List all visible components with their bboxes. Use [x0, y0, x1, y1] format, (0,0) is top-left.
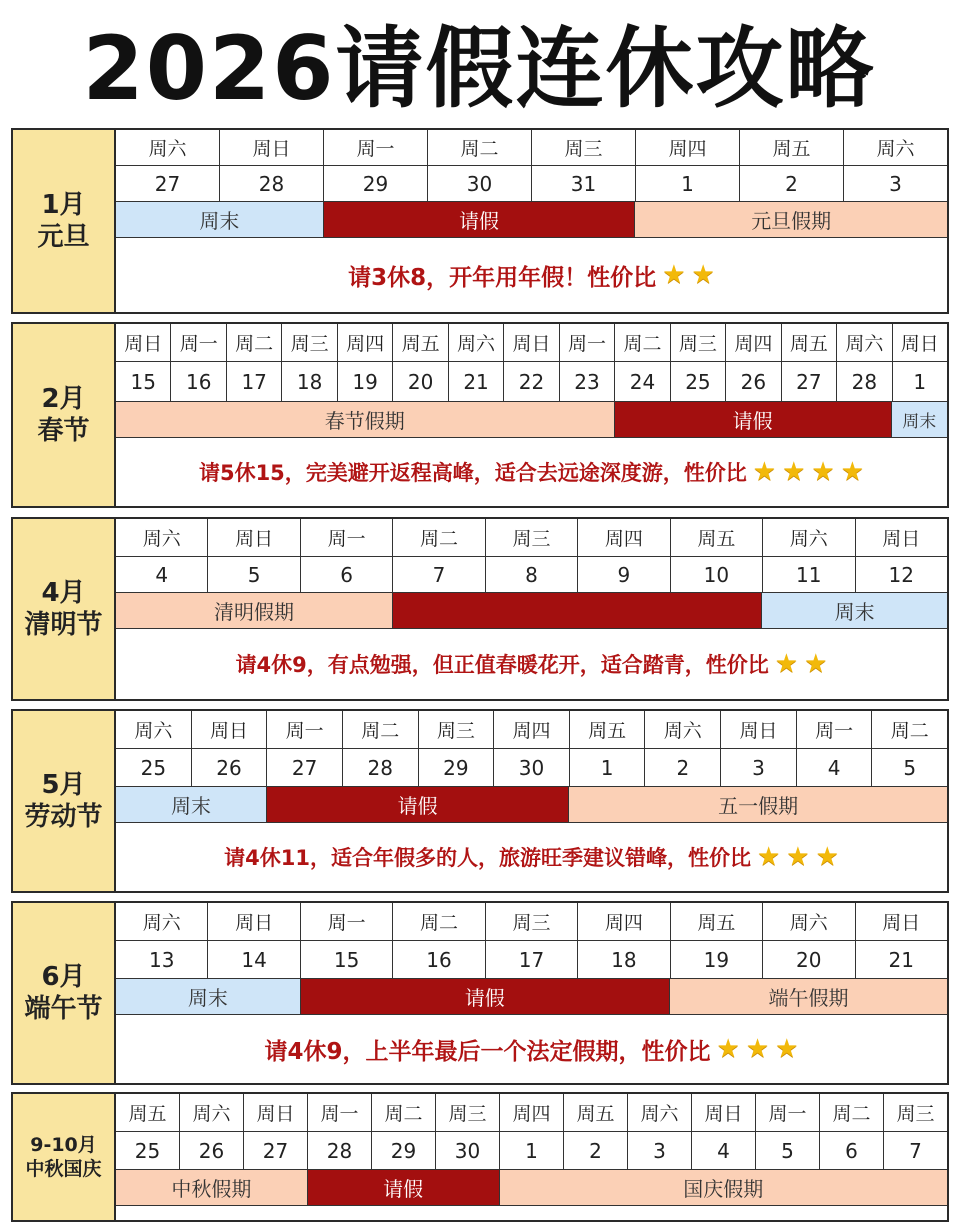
weekday-cell: 周六 [763, 519, 855, 556]
holiday-section [11, 322, 949, 508]
weekday-cell: 周五 [393, 324, 448, 361]
holiday-section [11, 517, 949, 701]
weekend-segment: 周末 [116, 787, 267, 822]
date-cell: 27 [782, 362, 837, 401]
date-cell: 30 [494, 749, 570, 786]
month-name: 2月 [41, 384, 86, 414]
date-cell: 5 [208, 557, 300, 592]
weekday-cell: 周五 [671, 519, 763, 556]
calendar-grid [116, 903, 947, 1083]
weekday-cell: 周四 [636, 130, 740, 165]
holiday-segment: 五一假期 [569, 787, 947, 822]
weekday-cell: 周二 [890, 720, 929, 742]
weekday-cell: 周日 [504, 324, 559, 361]
date-cell: 28 [308, 1132, 372, 1169]
date-cell: 30 [428, 166, 532, 201]
weekday-cell: 周六 [116, 903, 208, 940]
date-cell: 5 [756, 1132, 820, 1169]
star-icon: ★ [745, 1034, 770, 1064]
weekday-cell: 周三 [896, 1103, 935, 1125]
weekday-cell: 周六 [876, 138, 915, 160]
weekday-cell: 周日 [208, 903, 300, 940]
weekday-cell: 周一 [267, 711, 343, 748]
leave-segment: 请假 [301, 979, 670, 1014]
tip-text: 请4休9，上半年最后一个法定假期，性价比 [264, 1038, 711, 1065]
tip-note [116, 823, 947, 891]
date-cell: 27 [267, 749, 343, 786]
weekend-segment: 周末 [116, 979, 301, 1014]
tip-note [116, 629, 947, 699]
date-cell: 26 [192, 749, 268, 786]
date-cell: 3 [628, 1132, 692, 1169]
date-cell: 17 [486, 941, 578, 978]
weekday-cell: 周三 [671, 324, 726, 361]
festival-name: 元旦 [37, 222, 90, 252]
date-cell: 26 [726, 362, 781, 401]
date-cell: 27 [116, 166, 220, 201]
star-icon: ★ [775, 1034, 799, 1064]
date-cell: 6 [301, 557, 393, 592]
date-cell: 21 [888, 947, 914, 972]
date-cell: 7 [393, 557, 485, 592]
weekday-cell: 周二 [227, 324, 282, 361]
weekday-cell: 周二 [820, 1094, 884, 1131]
weekday-cell: 周日 [244, 1094, 308, 1131]
date-cell: 20 [393, 362, 448, 401]
date-cell: 5 [903, 755, 917, 780]
weekday-cell: 周六 [116, 130, 220, 165]
tip-note [116, 1015, 947, 1083]
leave-segment: 请假 [324, 202, 636, 237]
weekday-cell: 周六 [180, 1094, 244, 1131]
weekday-cell: 周五 [782, 324, 837, 361]
period-bar [116, 593, 947, 629]
date-cell: 9 [578, 557, 670, 592]
weekday-row [116, 1094, 947, 1132]
weekday-cell: 周六 [116, 519, 208, 556]
date-cell: 1 [570, 749, 646, 786]
tip-text: 请3休8，开年用年假！性价比 [348, 264, 657, 291]
leave-segment [393, 593, 762, 628]
weekday-cell: 周一 [301, 519, 393, 556]
date-cell: 4 [797, 749, 873, 786]
tip-text: 请5休15，完美避开返程高峰，适合去远途深度游，性价比 [198, 461, 747, 485]
star-icon: ★ [815, 842, 839, 872]
date-cell: 13 [116, 941, 208, 978]
date-cell: 1 [636, 166, 740, 201]
tip-note [116, 238, 947, 312]
weekday-cell: 周四 [578, 903, 670, 940]
star-icon: ★ [756, 842, 781, 872]
date-cell: 29 [419, 749, 495, 786]
date-row [116, 941, 947, 979]
date-cell: 17 [227, 362, 282, 401]
month-label [13, 1094, 116, 1220]
calendar-grid [116, 1094, 947, 1206]
holiday-section [11, 1092, 949, 1222]
weekday-cell: 周六 [763, 903, 855, 940]
weekday-cell: 周日 [208, 519, 300, 556]
date-cell: 7 [909, 1138, 922, 1163]
date-cell: 25 [116, 1132, 180, 1169]
weekend-segment: 周末 [116, 202, 324, 237]
holiday-section [11, 901, 949, 1085]
leave-segment: 请假 [308, 1170, 500, 1205]
calendar-grid [116, 519, 947, 699]
weekday-cell: 周三 [282, 324, 337, 361]
date-cell: 6 [820, 1132, 884, 1169]
holiday-segment: 春节假期 [116, 402, 615, 437]
star-icon: ★ [774, 649, 799, 679]
star-icon: ★ [786, 842, 810, 872]
calendar-grid [116, 711, 947, 891]
weekday-cell: 周二 [428, 130, 532, 165]
festival-name: 清明节 [24, 610, 103, 640]
weekday-row [116, 903, 947, 941]
date-cell: 26 [180, 1132, 244, 1169]
weekday-cell: 周日 [692, 1094, 756, 1131]
weekday-cell: 周六 [116, 711, 192, 748]
date-cell: 29 [324, 166, 428, 201]
star-icon: ★ [691, 260, 715, 290]
weekday-cell: 周一 [324, 130, 428, 165]
date-cell: 25 [671, 362, 726, 401]
page-title: 2026请假连休攻略 [82, 17, 876, 120]
holiday-segment: 中秋假期 [116, 1170, 308, 1205]
date-cell: 21 [449, 362, 504, 401]
date-cell: 28 [837, 362, 892, 401]
weekday-cell: 周日 [721, 711, 797, 748]
star-icon: ★ [840, 457, 865, 487]
date-cell: 25 [116, 749, 192, 786]
month-label [13, 324, 116, 506]
holiday-section [11, 128, 949, 314]
period-bar [116, 787, 947, 823]
month-label [13, 130, 116, 312]
date-cell: 18 [578, 941, 670, 978]
month-name: 9-10月 [30, 1134, 97, 1156]
weekday-cell: 周六 [645, 711, 721, 748]
date-row [116, 166, 947, 202]
leave-segment: 请假 [267, 787, 569, 822]
weekday-cell: 周六 [449, 324, 504, 361]
date-row [116, 557, 947, 593]
date-cell: 10 [671, 557, 763, 592]
weekday-cell: 周日 [192, 711, 268, 748]
weekday-row [116, 130, 947, 166]
weekday-row [116, 711, 947, 749]
tip-note [116, 438, 947, 506]
weekday-cell: 周二 [343, 711, 419, 748]
star-icon: ★ [782, 457, 806, 487]
weekday-cell: 周三 [486, 519, 578, 556]
date-cell: 20 [763, 941, 855, 978]
date-cell: 15 [116, 362, 171, 401]
date-cell: 4 [116, 557, 208, 592]
weekday-cell: 周四 [494, 711, 570, 748]
weekday-cell: 周一 [797, 711, 873, 748]
date-cell: 2 [645, 749, 721, 786]
weekday-cell: 周一 [756, 1094, 820, 1131]
weekday-cell: 周日 [220, 130, 324, 165]
date-cell: 16 [393, 941, 485, 978]
period-bar [116, 1170, 947, 1206]
date-cell: 11 [763, 557, 855, 592]
period-bar [116, 979, 947, 1015]
date-cell: 4 [692, 1132, 756, 1169]
weekday-cell: 周二 [393, 519, 485, 556]
month-name: 1月 [41, 190, 86, 220]
date-cell: 8 [486, 557, 578, 592]
date-cell: 3 [721, 749, 797, 786]
date-cell: 2 [564, 1132, 628, 1169]
festival-name: 劳动节 [24, 802, 103, 832]
weekday-cell: 周三 [436, 1094, 500, 1131]
weekday-cell: 周三 [419, 711, 495, 748]
date-cell: 28 [220, 166, 324, 201]
leave-segment: 请假 [615, 402, 892, 437]
festival-name: 春节 [37, 416, 90, 446]
date-cell: 19 [338, 362, 393, 401]
weekday-cell: 周二 [372, 1094, 436, 1131]
date-cell: 12 [888, 562, 914, 587]
weekday-cell: 周四 [726, 324, 781, 361]
period-bar [116, 202, 947, 238]
weekday-cell: 周一 [308, 1094, 372, 1131]
holiday-segment: 国庆假期 [500, 1170, 947, 1205]
weekday-cell: 周四 [338, 324, 393, 361]
holiday-section [11, 709, 949, 893]
weekday-cell: 周二 [615, 324, 670, 361]
weekday-cell: 周六 [837, 324, 892, 361]
date-cell: 2 [740, 166, 844, 201]
star-icon: ★ [804, 649, 828, 679]
period-bar [116, 402, 947, 438]
holiday-segment: 端午假期 [670, 979, 947, 1014]
month-label [13, 711, 116, 891]
date-row [116, 749, 947, 787]
weekday-cell: 周一 [560, 324, 615, 361]
month-name: 4月 [41, 578, 86, 608]
tip-text: 请4休9，有点勉强，但正值春暖花开，适合踏青，性价比 [235, 653, 769, 677]
weekday-cell: 周六 [628, 1094, 692, 1131]
weekday-cell: 周五 [564, 1094, 628, 1131]
weekday-cell: 周一 [301, 903, 393, 940]
weekday-cell: 周三 [532, 130, 636, 165]
weekday-row [116, 324, 947, 362]
date-cell: 22 [504, 362, 559, 401]
date-cell: 29 [372, 1132, 436, 1169]
weekend-segment: 周末 [762, 593, 947, 628]
date-cell: 14 [208, 941, 300, 978]
date-cell: 31 [532, 166, 636, 201]
weekday-cell: 周日 [116, 324, 171, 361]
date-cell: 1 [913, 369, 927, 394]
star-icon: ★ [811, 457, 835, 487]
calendar-grid [116, 324, 947, 506]
date-cell: 3 [889, 171, 902, 196]
weekday-cell: 周日 [900, 333, 939, 355]
weekday-cell: 周日 [882, 528, 921, 550]
month-name: 6月 [41, 962, 86, 992]
weekday-cell: 周五 [116, 1094, 180, 1131]
date-cell: 15 [301, 941, 393, 978]
weekday-cell: 周五 [671, 903, 763, 940]
date-cell: 23 [560, 362, 615, 401]
weekday-cell: 周四 [578, 519, 670, 556]
holiday-segment: 清明假期 [116, 593, 393, 628]
month-name: 5月 [41, 770, 86, 800]
weekday-cell: 周三 [486, 903, 578, 940]
tip-text: 请4休11，适合年假多的人，旅游旺季建议错峰，性价比 [224, 846, 751, 870]
month-label [13, 519, 116, 699]
star-icon: ★ [716, 1034, 740, 1064]
date-cell: 30 [436, 1132, 500, 1169]
holiday-segment: 元旦假期 [635, 202, 947, 237]
weekday-cell: 周五 [740, 130, 844, 165]
month-label [13, 903, 116, 1083]
weekday-cell: 周一 [171, 324, 226, 361]
festival-name: 端午节 [24, 994, 103, 1024]
date-cell: 27 [244, 1132, 308, 1169]
star-icon: ★ [662, 260, 686, 290]
weekday-cell: 周二 [393, 903, 485, 940]
calendar-grid [116, 130, 947, 312]
date-row [116, 1132, 947, 1170]
date-row [116, 362, 947, 402]
date-cell: 24 [615, 362, 670, 401]
date-cell: 19 [671, 941, 763, 978]
festival-name: 中秋国庆 [25, 1158, 102, 1180]
weekday-cell: 周四 [500, 1094, 564, 1131]
date-cell: 1 [500, 1132, 564, 1169]
weekend-segment: 周末 [892, 402, 947, 437]
date-cell: 18 [282, 362, 337, 401]
date-cell: 28 [343, 749, 419, 786]
date-cell: 16 [171, 362, 226, 401]
weekday-cell: 周五 [570, 711, 646, 748]
star-icon: ★ [752, 457, 777, 487]
weekday-cell: 周日 [882, 912, 921, 934]
weekday-row [116, 519, 947, 557]
